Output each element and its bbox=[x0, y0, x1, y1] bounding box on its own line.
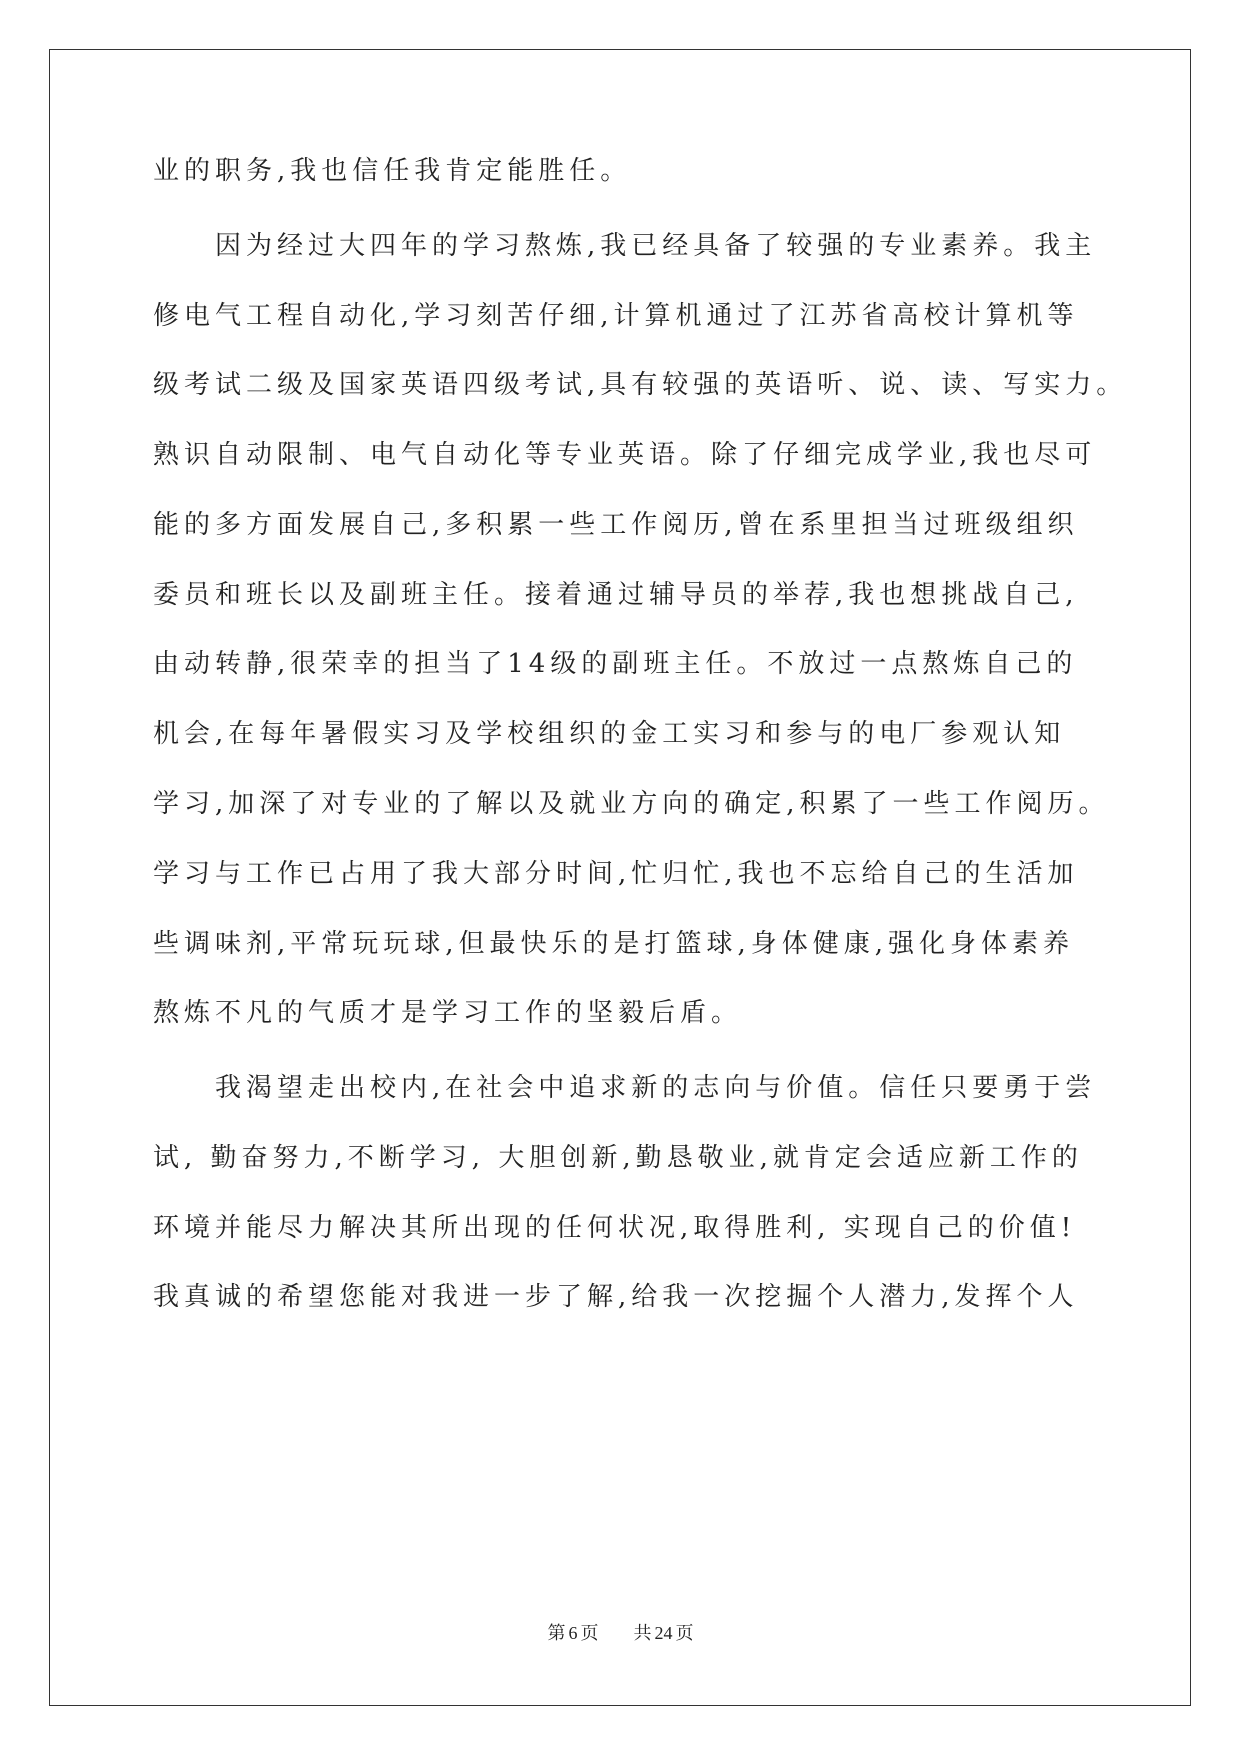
body-line-3: 修电气工程自动化,学习刻苦仔细,计算机通过了江苏省高校计算机等 bbox=[153, 301, 1079, 331]
body-line-5: 熟识自动限制、电气自动化等专业英语。除了仔细完成学业,我也尽可 bbox=[153, 440, 1097, 470]
page-number bbox=[545, 1623, 602, 1644]
current-page: 6 bbox=[568, 1623, 578, 1643]
body-line-16: 环境并能尽力解决其所出现的任何状况,取得胜利, 实现自己的价值! bbox=[153, 1213, 1077, 1243]
page-footer bbox=[0, 1622, 1241, 1645]
total-suffix: 页 bbox=[675, 1623, 694, 1644]
body-line-10: 学习,加深了对专业的了解以及就业方向的确定,积累了一些工作阅历。 bbox=[153, 789, 1110, 819]
body-line-15: 试, 勤奋努力,不断学习, 大胆创新,勤恳敬业,就肯定会适应新工作的 bbox=[153, 1143, 1083, 1173]
page-total bbox=[630, 1623, 696, 1644]
body-line-4: 级考试二级及国家英语四级考试,具有较强的英语听、说、读、写实力。 bbox=[153, 370, 1128, 400]
body-line-13: 熬炼不凡的气质才是学习工作的坚毅后盾。 bbox=[153, 998, 743, 1028]
body-line-6: 能的多方面发展自己,多积累一些工作阅历,曾在系里担当过班级组织 bbox=[153, 510, 1079, 540]
body-line-14: 我渴望走出校内,在社会中追求新的志向与价值。信任只要勇于尝 bbox=[215, 1073, 1097, 1103]
body-line-11: 学习与工作已占用了我大部分时间,忙归忙,我也不忘给自己的生活加 bbox=[153, 859, 1079, 889]
page-prefix: 第 bbox=[547, 1623, 566, 1644]
body-line-1: 业的职务,我也信任我肯定能胜任。 bbox=[153, 156, 632, 186]
body-line-9: 机会,在每年暑假实习及学校组织的金工实习和参与的电厂参观认知 bbox=[153, 719, 1066, 749]
page-suffix: 页 bbox=[580, 1623, 599, 1644]
body-line-17: 我真诚的希望您能对我进一步了解,给我一次挖掘个人潜力,发挥个人 bbox=[153, 1282, 1079, 1312]
body-line-12: 些调味剂,平常玩玩球,但最快乐的是打篮球,身体健康,强化身体素养 bbox=[153, 929, 1075, 959]
body-line-7: 委员和班长以及副班主任。接着通过辅导员的举荐,我也想挑战自己, bbox=[153, 580, 1079, 610]
body-line-2: 因为经过大四年的学习熬炼,我已经具备了较强的专业素养。我主 bbox=[215, 231, 1097, 261]
total-prefix: 共 bbox=[633, 1623, 652, 1644]
body-line-8: 由动转静,很荣幸的担当了14级的副班主任。不放过一点熬炼自己的 bbox=[153, 649, 1078, 679]
total-pages: 24 bbox=[654, 1623, 673, 1643]
